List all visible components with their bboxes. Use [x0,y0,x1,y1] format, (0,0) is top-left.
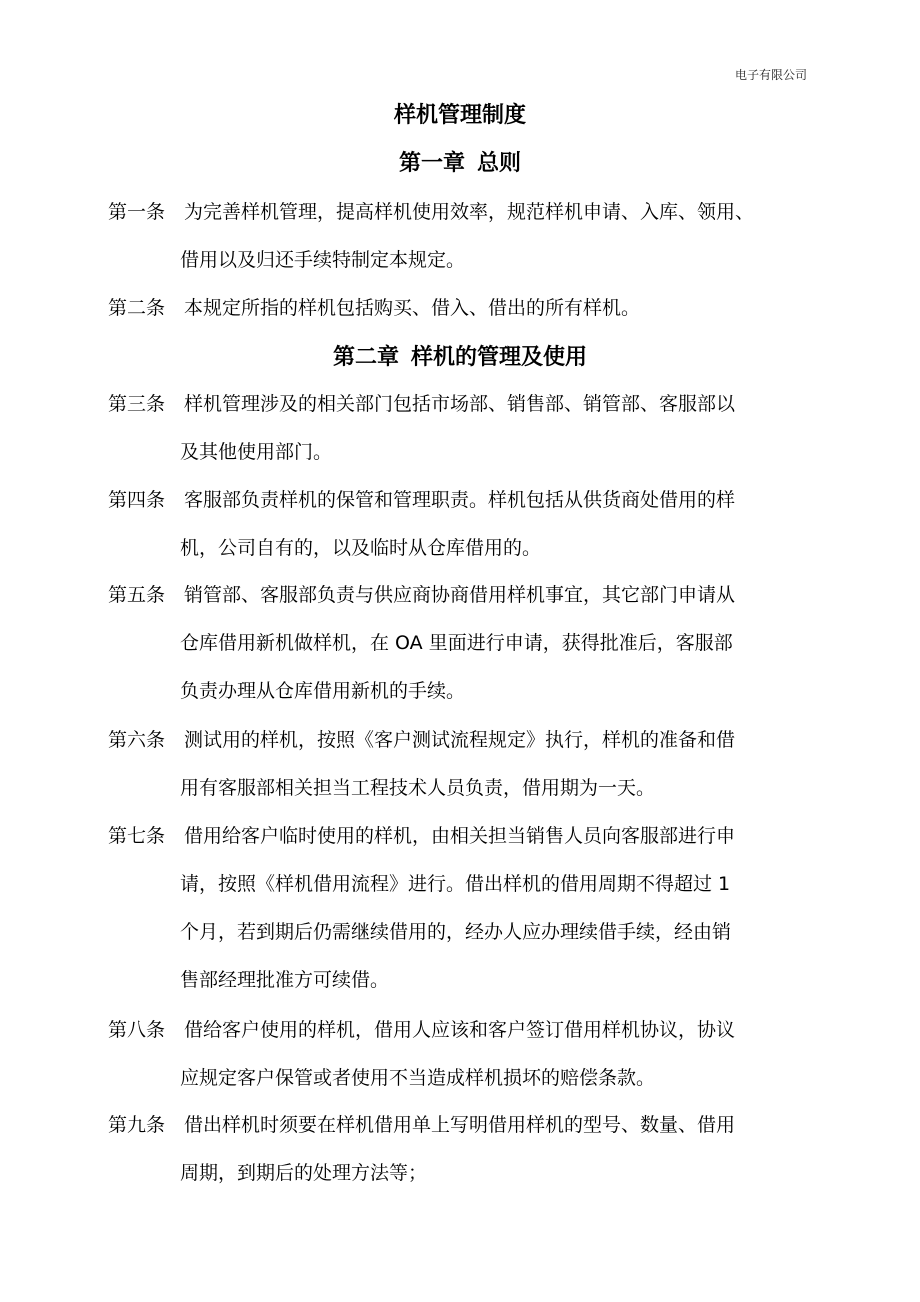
article-line: 应规定客户保管或者使用不当造成样机损坏的赔偿条款。 [180,1067,656,1089]
article-label: 第三条 [108,393,166,415]
article-label: 第六条 [108,729,166,751]
chapter-heading-2 [0,340,920,371]
article-4 [108,476,814,572]
chapter-number: 第二章 [332,345,399,370]
article-label: 第四条 [108,489,166,511]
article-line: 售部经理批准方可续借。 [180,969,390,991]
article-line: 借给客户使用的样机，借用人应该和客户签订借用样机协议，协议 [184,1019,736,1041]
article-line: 客服部负责样机的保管和管理职责。样机包括从供货商处借用的样 [184,489,736,511]
article-line: 借用给客户临时使用的样机，由相关担当销售人员向客服部进行申 [184,825,736,847]
article-line: 借用以及归还手续特制定本规定。 [180,249,466,271]
chapter-number: 第一章 [398,151,465,176]
article-line: 销管部、客服部负责与供应商协商借用样机事宜，其它部门申请从 [184,584,736,606]
article-6 [108,716,814,812]
article-label: 第八条 [108,1019,166,1041]
article-label: 第七条 [108,825,166,847]
article-line: 个月，若到期后仍需继续借用的，经办人应办理续借手续，经由销 [180,921,732,943]
chapter-name: 样机的管理及使用 [411,345,588,370]
document-title: 样机管理制度 [393,103,526,128]
article-line: 测试用的样机，按照《客户测试流程规定》执行，样机的准备和借 [184,729,736,751]
article-line: 负责办理从仓库借用新机的手续。 [180,680,466,702]
article-line: 样机管理涉及的相关部门包括市场部、销售部、销管部、客服部以 [184,393,736,415]
chapter-heading-1 [0,146,920,177]
article-line: 为完善样机管理，提高样机使用效率，规范样机申请、入库、领用、 [184,201,755,223]
article-label: 第五条 [108,584,166,606]
article-8 [108,1006,814,1102]
article-label: 第二条 [108,297,166,319]
chapter-name: 总则 [477,151,522,176]
article-line: 仓库借用新机做样机，在 OA 里面进行申请，获得批准后，客服部 [180,632,733,654]
article-label: 第一条 [108,201,166,223]
header-company-name: 电子有限公司 [734,68,807,82]
article-line: 本规定所指的样机包括购买、借入、借出的所有样机。 [184,297,641,319]
article-line: 用有客服部相关担当工程技术人员负责，借用期为一天。 [180,777,656,799]
article-line: 及其他使用部门。 [180,441,333,463]
article-1 [108,188,814,284]
article-5 [108,571,814,715]
article-line: 周期，到期后的处理方法等； [180,1162,428,1184]
article-line: 机，公司自有的，以及临时从仓库借用的。 [180,537,542,559]
article-2 [108,284,814,332]
article-9 [108,1101,814,1197]
article-label: 第九条 [108,1114,166,1136]
article-3 [108,380,814,476]
article-line: 请，按照《样机借用流程》进行。借出样机的借用周期不得超过 1 [180,873,731,895]
article-line: 借出样机时须要在样机借用单上写明借用样机的型号、数量、借用 [184,1114,736,1136]
article-7 [108,812,814,1004]
